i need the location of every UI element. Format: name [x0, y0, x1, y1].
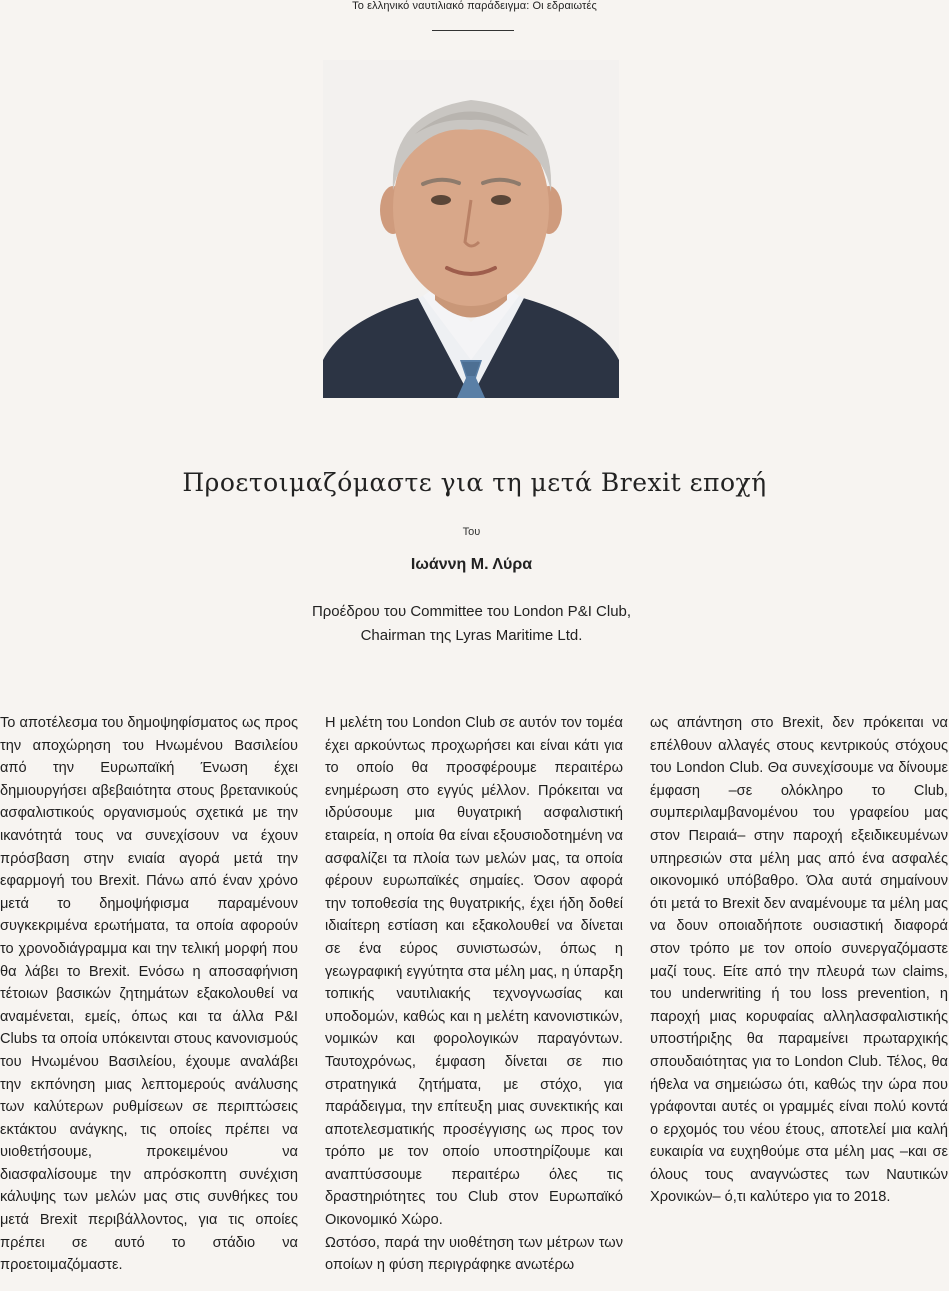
- running-header: Το ελληνικό ναυτιλιακό παράδειγμα: Οι εδραιωτές: [352, 0, 597, 12]
- body-paragraph: Το αποτέλεσμα του δημοψηφίσματος ως προς την αποχώρηση του Ηνωμένου Βασιλείου από την Ευρωπαϊκή Ένωση έχει δημιουργήσει αβεβαιότητα στους βρετανικούς ασφαλιστικούς οργανισμούς σχετικά με την ικανότητά τους να συνεχίσουν να έχουν πρόσβαση στην ενιαία αγορά μετά την εφαρμογή του Brexit. Πάνω από έναν χρόνο μετά το δημοψήφισμα παραμένουν συγκεκριμένα ερωτήματα, τα οποία αφορούν το χρονοδιάγραμμα και την τελική μορφή που θα λάβει το Brexit. Ενόσω η αποσαφήνιση τέτοιων βασικών ζητημάτων εξακολουθεί να αναμένεται, εμείς, όπως και τα άλλα P&I Clubs τα οποία υπόκεινται στους κανονισμούς του Ηνωμένου Βασιλείου, έχουμε αναλάβει την εκπόνηση μιας λεπτομερούς ανάλυσης των καλύτερων ρυθμίσεων σε περιπτώσεις εκτάκτου ανάγκης, τις οποίες πρέπει να υιοθετήσουμε, προκειμένου να διασφαλίσουμε την απρόσκοπτη συνέχιση κάλυψης των μελών μας στις συνθήκες του μετά Brexit περιβάλλοντος, για τις οποίες πρέπει σε αυτό το στάδιο να προετοιμαζόμαστε.: [0, 715, 298, 1274]
- author-affiliation: [0, 600, 943, 648]
- body-paragraph: ως απάντηση στο Brexit, δεν πρόκειται να επέλθουν αλλαγές στους κεντρικούς στόχους του London Club. Θα συνεχίσουμε να δίνουμε έμφαση –σε ολόκληρο το Club, συμπεριλαμβανομένου του γραφείου μας στον Πειραιά– στην παροχή εξειδικευμένων υπηρεσιών στα μέλη μας από ένα ασφαλές οικονομικό υπόβαθρο. Όλα αυτά σημαίνουν ότι μετά το Brexit δεν αναμένουμε τα μέλη μας να δουν οποιαδήποτε ουσιαστική διαφορά στον τρόπο με τον οποίο συνεργαζόμαστε μαζί τους. Είτε από την πλευρά των claims, του underwriting ή του loss prevention, η παροχή μιας κορυφαίας αλληλασφαλιστικής υποστήριξης θα παραμείνει πρωταρχικής σπουδαιότητας για το London Club. Τέλος, θα ήθελα να σημειώσω ότι, καθώς την ώρα που γράφονται αυτές οι γραμμές είναι πολύ κοντά ο ερχομός του νέου έτους, αποτελεί μια καλή ευκαιρία να ευχηθούμε στα μέλη μας –και σε όλους τους αναγνώστες των Ναυτικών Χρονικών– ό,τι καλύτερο για το 2018.: [650, 715, 948, 1206]
- article-title: Προετοιμαζόμαστε για τη μετά Brexit εποχή: [182, 468, 767, 497]
- author-portrait: [323, 60, 619, 398]
- body-paragraph: Η μελέτη του London Club σε αυτόν τον τομέα έχει αρκούντως προχωρήσει και είναι κάτι για το οποίο θα προσφέρουμε περαιτέρω ενημέρωση στο εγγύς μέλλον. Πρόκειται να ιδρύσουμε μια θυγατρική ασφαλιστική εταιρεία, η οποία θα είναι εξουσιοδοτημένη να ασφαλίζει τα πλοία των μελών μας, τα οποία φέρουν ευρωπαϊκές σημαίες. Όσον αφορά την τοποθεσία της θυγατρικής, έχει ήδη δοθεί ιδιαίτερη εστίαση και εξακολουθεί να δίνεται σε ένα εύρος συνιστωσών, όπως η γεωγραφική εγγύτητα στα μέλη μας, η ύπαρξη τοπικής ναυτιλιακής τεχνογνωσίας και υποδομών, καθώς και η μελέτη κανονιστικών, νομικών και φορολογικών παραγόντων. Ταυτοχρόνως, έμφαση δίνεται σε πιο στρατηγικά ζητήματα, με στόχο, για παράδειγμα, την επίτευξη μιας συνεκτικής και αποτελεσματικής προσέγγισης ως προς τον τρόπο με τον οποίο υποστηρίζουμε και αναπτύσσουμε περαιτέρω όλες τις δραστηριότητες του Club στον Ευρωπαϊκό Οικονομικό Χώρο.: [325, 715, 623, 1229]
- body-column-2: [325, 712, 623, 1277]
- body-column-1: [0, 712, 298, 1277]
- body-column-3: [650, 712, 948, 1209]
- affiliation-line-2: Chairman της Lyras Maritime Ltd.: [360, 627, 583, 644]
- affiliation-line-1: Προέδρου του Committee του London P&I Club,: [311, 603, 632, 620]
- author-name: Ιωάννη Μ. Λύρα: [410, 556, 533, 573]
- header-divider: [432, 30, 514, 31]
- byline-prefix: Του: [462, 526, 481, 538]
- body-paragraph: Ωστόσο, παρά την υιοθέτηση των μέτρων των οποίων η φύση περιγράφηκε ανωτέρω: [325, 1234, 623, 1274]
